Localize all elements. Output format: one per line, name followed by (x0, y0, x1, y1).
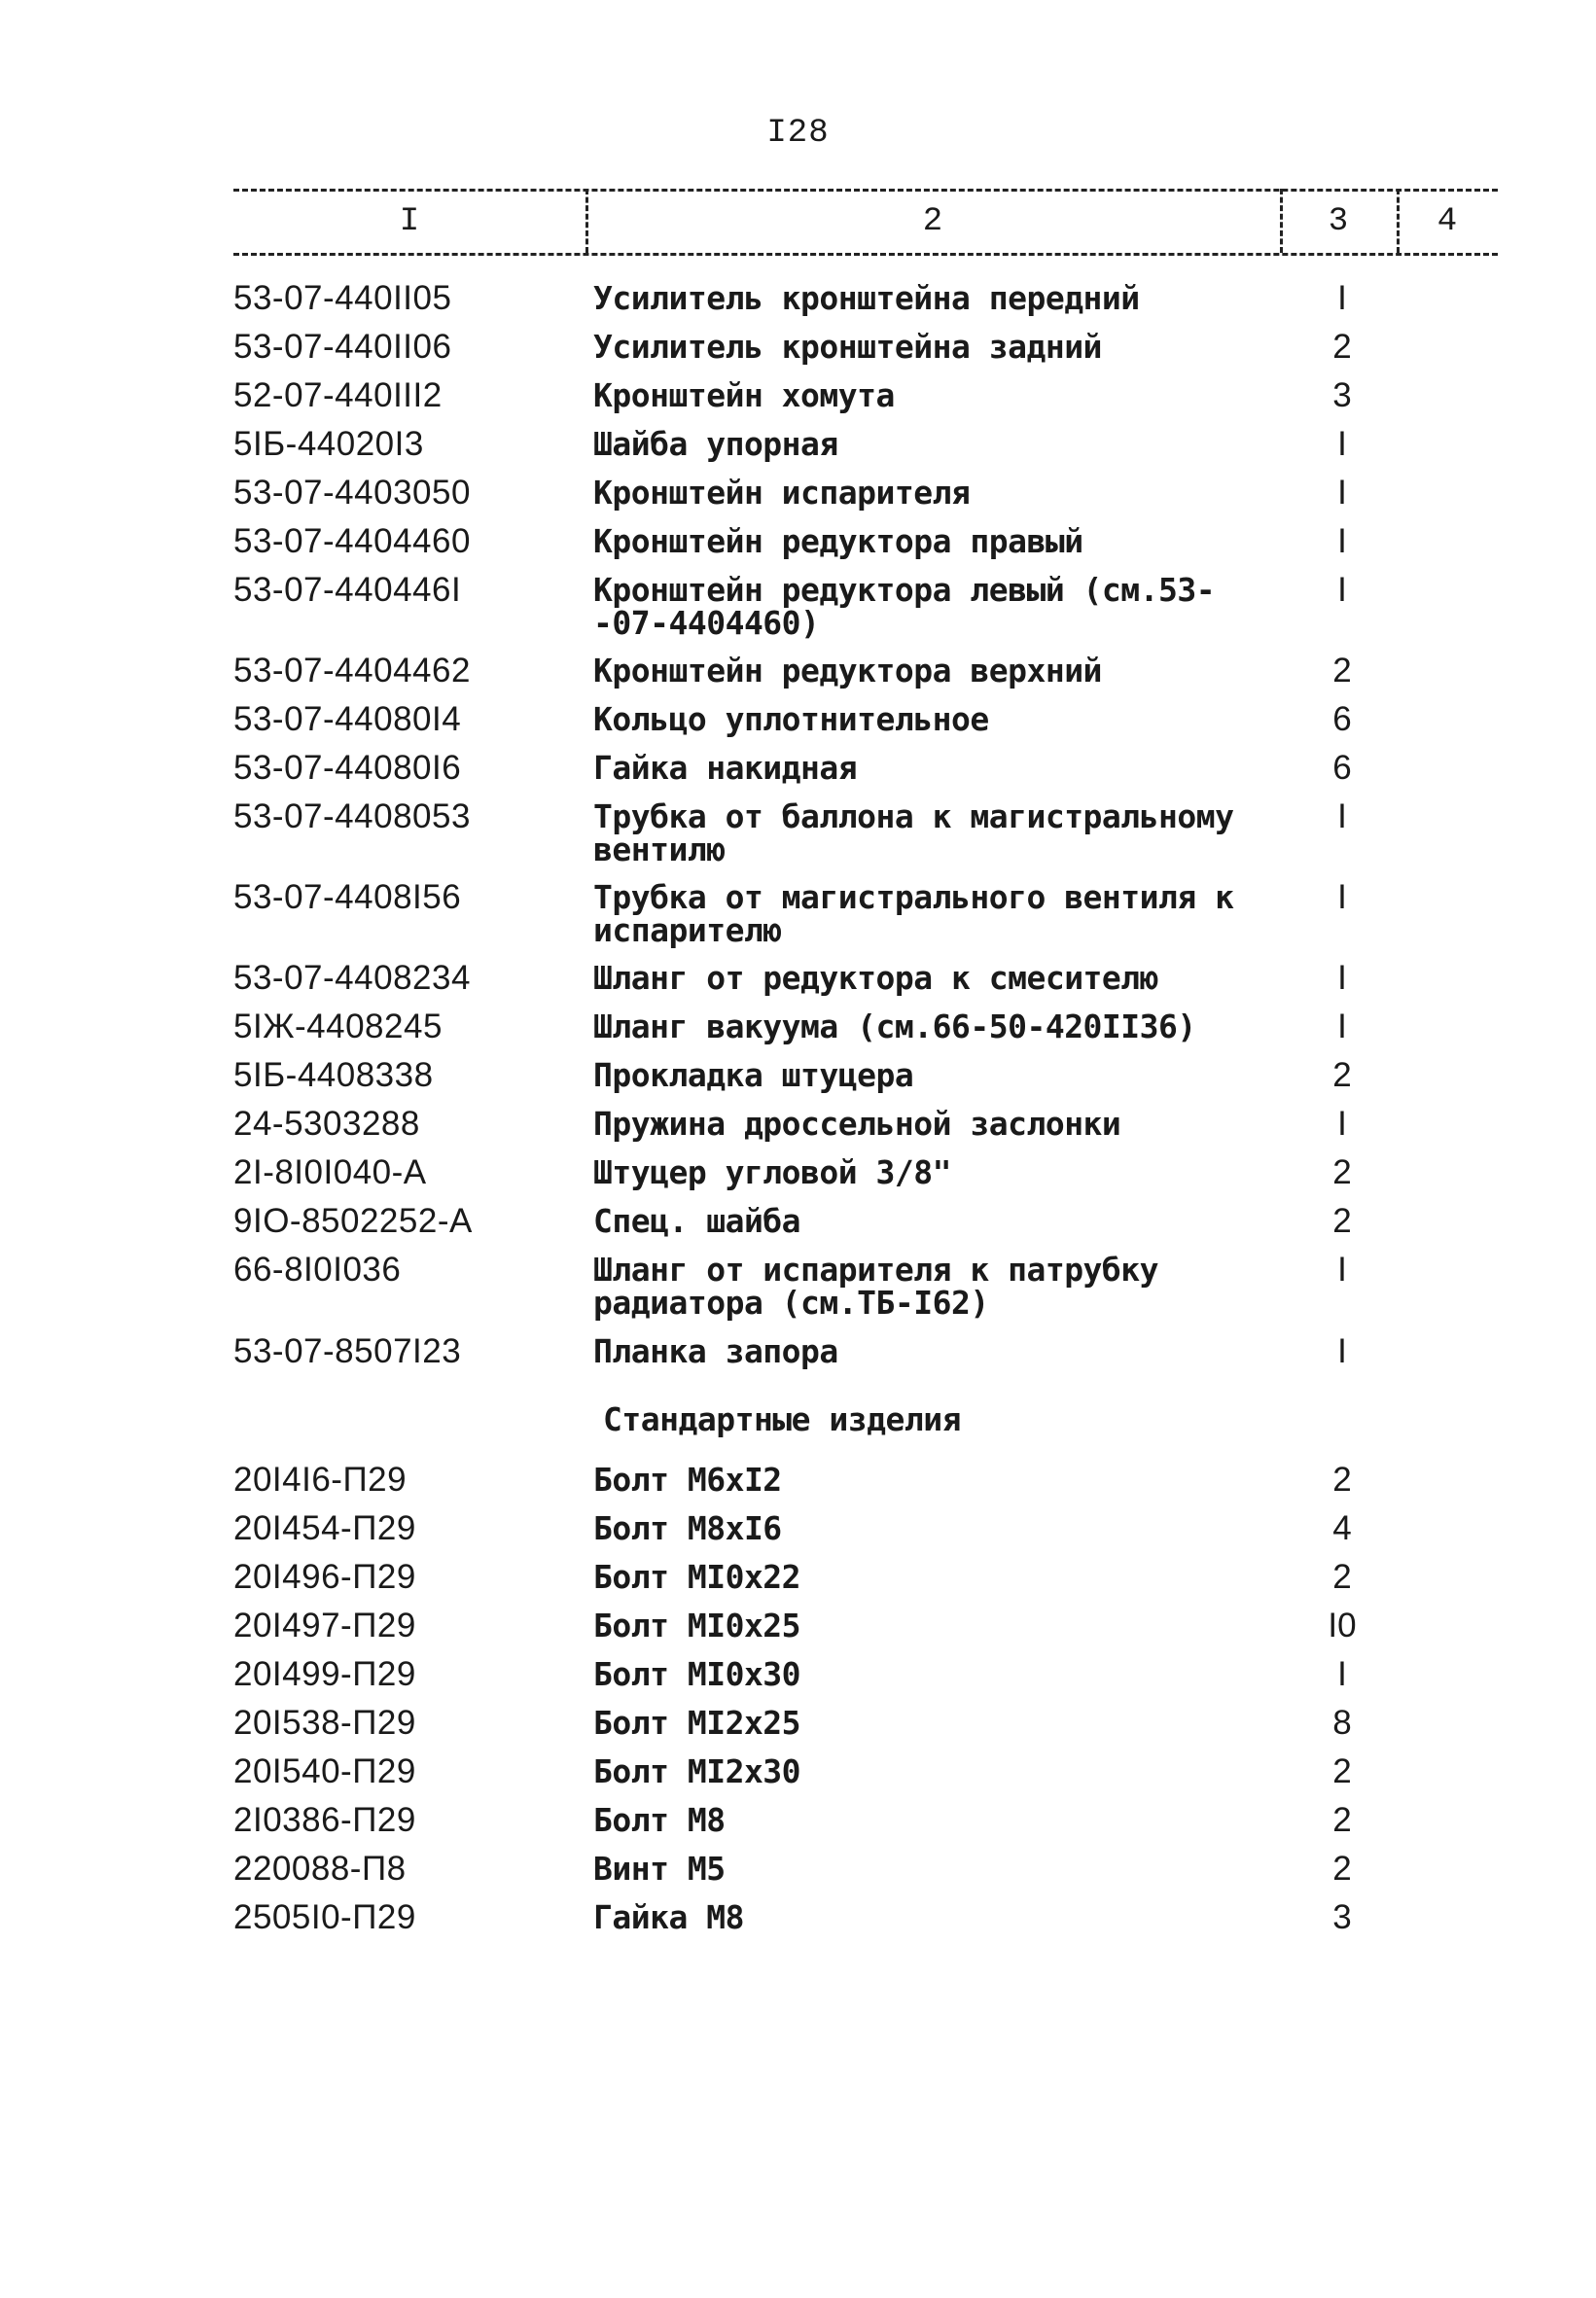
part-qty: I0 (1328, 1607, 1357, 1644)
part-qty: I (1337, 1105, 1347, 1143)
header-col-1: I (399, 203, 420, 240)
part-qty: 2 (1332, 1461, 1352, 1499)
part-code: 5IБ-44020I3 (233, 425, 424, 463)
part-code: 2I-8I0I040-А (233, 1153, 427, 1191)
part-qty: 2 (1332, 652, 1352, 689)
part-name: Шайба упорная (593, 425, 838, 463)
part-qty: I (1337, 878, 1347, 916)
part-name: Болт МI0х30 (593, 1655, 801, 1693)
part-name: Болт М8хI6 (593, 1509, 782, 1547)
part-code: 53-07-440II06 (233, 328, 452, 366)
part-name: Усилитель кронштейна передний (593, 279, 1140, 317)
header-bottom-rule (233, 253, 1498, 256)
part-qty: I (1337, 474, 1347, 512)
part-name: Кронштейн хомута (593, 376, 895, 414)
part-name: Болт М6хI2 (593, 1461, 782, 1499)
part-qty: I (1337, 1251, 1347, 1289)
part-name: Спец. шайба (593, 1202, 801, 1240)
part-qty: 2 (1332, 1056, 1352, 1094)
part-qty: 2 (1332, 1850, 1352, 1888)
part-name: Прокладка штуцера (593, 1056, 914, 1094)
header-col-2: 2 (922, 203, 943, 240)
header-top-rule (233, 189, 1498, 192)
part-code: 20I538-П29 (233, 1704, 416, 1742)
part-qty: I (1337, 1655, 1347, 1693)
part-name: Пружина дроссельной заслонки (593, 1105, 1121, 1143)
part-code: 24-5303288 (233, 1105, 420, 1143)
part-name: Болт МI2х25 (593, 1704, 801, 1742)
part-code: 53-07-44080I6 (233, 749, 462, 787)
part-qty: 3 (1332, 1898, 1352, 1936)
part-code: 2505I0-П29 (233, 1898, 416, 1936)
part-code: 9IO-8502252-А (233, 1202, 473, 1240)
part-qty: 4 (1332, 1509, 1352, 1547)
part-code: 53-07-440II05 (233, 279, 452, 317)
section-title: Стандартные изделия (603, 1400, 961, 1438)
part-code: 53-07-4403050 (233, 474, 471, 512)
part-qty: 6 (1332, 700, 1352, 738)
part-code: 220088-П8 (233, 1850, 407, 1888)
part-name: Болт М8 (593, 1801, 726, 1839)
part-name: Шланг вакуума (см.66-50-420II36) (593, 1008, 1196, 1045)
part-name: Кронштейн испарителя (593, 474, 971, 512)
part-name: Штуцер угловой 3/8" (593, 1153, 951, 1191)
part-qty: 2 (1332, 1558, 1352, 1596)
part-qty: I (1337, 1008, 1347, 1045)
part-code: 5IБ-4408338 (233, 1056, 434, 1094)
part-code: 66-8I0I036 (233, 1251, 402, 1289)
part-qty: I (1337, 522, 1347, 560)
part-name: Винт М5 (593, 1850, 726, 1888)
part-qty: I (1337, 797, 1347, 835)
part-qty: I (1337, 959, 1347, 997)
part-qty: I (1337, 279, 1347, 317)
page-number: I28 (766, 115, 830, 152)
part-name: Болт МI0х22 (593, 1558, 801, 1596)
part-code: 53-07-4404462 (233, 652, 471, 689)
part-qty: 2 (1332, 328, 1352, 366)
part-qty: I (1337, 1332, 1347, 1370)
part-name: Кольцо уплотнительное (593, 700, 989, 738)
part-code: 20I497-П29 (233, 1607, 416, 1644)
part-name: Трубка от баллона к магистральному вентилю (593, 797, 1234, 868)
part-code: 20I454-П29 (233, 1509, 416, 1547)
part-code: 2I0386-П29 (233, 1801, 416, 1839)
part-name: Болт МI2х30 (593, 1752, 801, 1790)
part-name: Усилитель кронштейна задний (593, 328, 1102, 366)
part-code: 5IЖ-4408245 (233, 1008, 443, 1045)
part-qty: 3 (1332, 376, 1352, 414)
header-col-4: 4 (1436, 203, 1458, 240)
part-name: Шланг от испарителя к патрубку радиатора (см.ТБ-I62) (593, 1251, 1159, 1322)
part-code: 53-07-440446I (233, 571, 462, 609)
part-name: Кронштейн редуктора верхний (593, 652, 1102, 689)
part-code: 53-07-4404460 (233, 522, 471, 560)
part-code: 20I4I6-П29 (233, 1461, 408, 1499)
part-qty: 2 (1332, 1202, 1352, 1240)
part-code: 53-07-4408234 (233, 959, 471, 997)
part-name: Кронштейн редуктора правый (593, 522, 1083, 560)
part-code: 52-07-440III2 (233, 376, 443, 414)
part-qty: 8 (1332, 1704, 1352, 1742)
part-qty: 2 (1332, 1752, 1352, 1790)
part-code: 53-07-4408I56 (233, 878, 462, 916)
part-name: Болт МI0х25 (593, 1607, 801, 1644)
part-code: 20I499-П29 (233, 1655, 416, 1693)
header-col-3: 3 (1328, 203, 1349, 240)
part-name: Шланг от редуктора к смесителю (593, 959, 1159, 997)
part-name: Гайка М8 (593, 1898, 744, 1936)
part-qty: 6 (1332, 749, 1352, 787)
part-code: 53-07-44080I4 (233, 700, 462, 738)
part-code: 53-07-4408053 (233, 797, 471, 835)
part-code: 20I540-П29 (233, 1752, 416, 1790)
table-header (233, 185, 1498, 255)
part-name: Трубка от магистрального вентиля к испарителю (593, 878, 1234, 949)
part-name: Планка запора (593, 1332, 838, 1370)
part-qty: 2 (1332, 1153, 1352, 1191)
part-code: 20I496-П29 (233, 1558, 416, 1596)
part-qty: I (1337, 425, 1347, 463)
part-name: Кронштейн редуктора левый (см.53- -07-4404460) (593, 571, 1216, 642)
part-qty: I (1337, 571, 1347, 609)
part-code: 53-07-8507I23 (233, 1332, 462, 1370)
part-name: Гайка накидная (593, 749, 858, 787)
part-qty: 2 (1332, 1801, 1352, 1839)
